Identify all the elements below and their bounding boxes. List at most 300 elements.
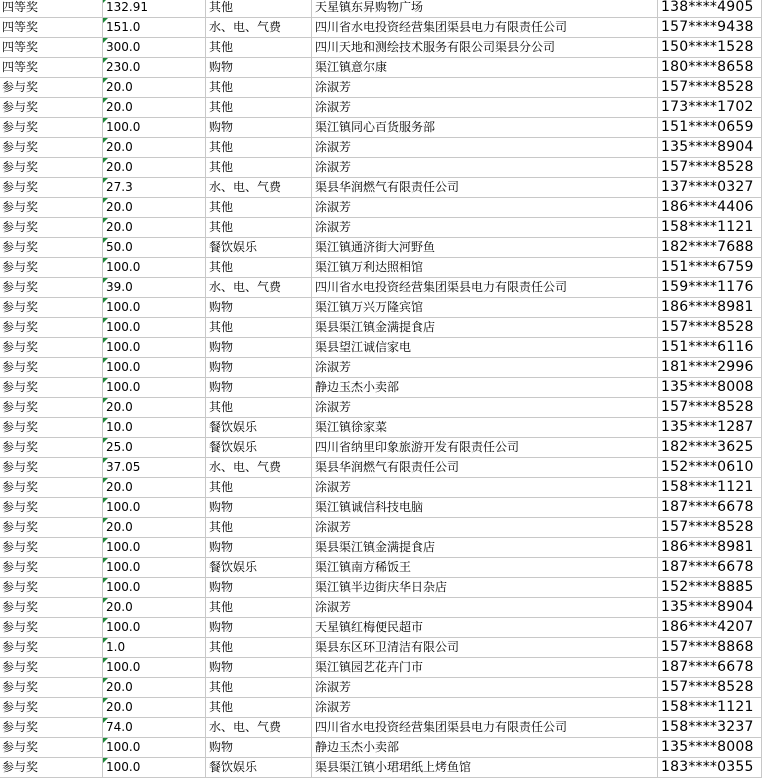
prize-cell[interactable]: 参与奖 [0,338,103,357]
phone-cell[interactable]: 157****8868 [658,638,762,657]
amount-value: 20.0 [106,400,133,414]
amount-value: 100.0 [106,740,141,754]
amount-value: 20.0 [106,200,133,214]
prize-cell[interactable]: 参与奖 [0,518,103,537]
phone-cell[interactable]: 157****8528 [658,158,762,177]
merchant-cell[interactable]: 涂淑芳 [312,678,658,697]
prize-cell[interactable]: 参与奖 [0,218,103,237]
prize-cell[interactable]: 参与奖 [0,178,103,197]
number-as-text-indicator [103,578,108,583]
amount-value: 132.91 [106,0,148,14]
amount-cell[interactable] [103,298,206,317]
category-cell[interactable]: 其他 [206,598,312,617]
phone-cell[interactable]: 157****8528 [658,318,762,337]
phone-cell[interactable]: 186****8981 [658,538,762,557]
category-cell[interactable]: 其他 [206,78,312,97]
table-row [0,638,762,658]
merchant-cell[interactable]: 涂淑芳 [312,518,658,537]
prize-cell[interactable]: 参与奖 [0,378,103,397]
phone-cell[interactable]: 157****9438 [658,18,762,37]
category-cell[interactable]: 购物 [206,578,312,597]
merchant-cell[interactable]: 渠江镇同心百货服务部 [312,118,658,137]
phone-cell[interactable]: 186****8981 [658,298,762,317]
prize-cell[interactable]: 参与奖 [0,638,103,657]
merchant-cell[interactable]: 渠县渠江镇小珺珺纸上烤鱼馆 [312,758,658,777]
merchant-cell[interactable]: 静边玉杰小卖部 [312,378,658,397]
prize-cell[interactable]: 参与奖 [0,358,103,377]
number-as-text-indicator [103,538,108,543]
prize-cell[interactable]: 参与奖 [0,498,103,517]
category-cell[interactable]: 购物 [206,358,312,377]
table-row [0,138,762,158]
phone-cell[interactable]: 180****8658 [658,58,762,77]
prize-cell[interactable]: 参与奖 [0,398,103,417]
amount-value: 39.0 [106,280,133,294]
phone-cell[interactable]: 158****1121 [658,478,762,497]
amount-cell[interactable] [103,118,206,137]
phone-cell[interactable]: 182****3625 [658,438,762,457]
number-as-text-indicator [103,358,108,363]
phone-cell[interactable]: 173****1702 [658,98,762,117]
amount-cell[interactable] [103,38,206,57]
table-row [0,118,762,138]
merchant-cell[interactable]: 渠县渠江镇金满提食店 [312,538,658,557]
amount-value: 20.0 [106,140,133,154]
amount-value: 100.0 [106,580,141,594]
number-as-text-indicator [103,338,108,343]
amount-cell[interactable] [103,418,206,437]
table-row [0,358,762,378]
amount-value: 20.0 [106,480,133,494]
amount-cell[interactable] [103,138,206,157]
merchant-cell[interactable]: 涂淑芳 [312,598,658,617]
merchant-cell[interactable]: 涂淑芳 [312,218,658,237]
table-row [0,0,762,18]
amount-value: 20.0 [106,100,133,114]
prize-cell[interactable]: 参与奖 [0,458,103,477]
category-cell[interactable]: 水、电、气费 [206,18,312,37]
number-as-text-indicator [103,58,108,63]
category-cell[interactable]: 其他 [206,398,312,417]
amount-cell[interactable] [103,538,206,557]
prize-cell[interactable]: 参与奖 [0,698,103,717]
amount-cell[interactable] [103,158,206,177]
merchant-cell[interactable]: 四川省水电投资经营集团渠县电力有限责任公司 [312,718,658,737]
number-as-text-indicator [103,598,108,603]
number-as-text-indicator [103,398,108,403]
amount-cell[interactable] [103,658,206,677]
category-cell[interactable]: 餐饮娱乐 [206,438,312,457]
amount-cell[interactable] [103,278,206,297]
table-row [0,338,762,358]
number-as-text-indicator [103,638,108,643]
prize-cell[interactable]: 参与奖 [0,98,103,117]
amount-cell[interactable] [103,478,206,497]
amount-value: 74.0 [106,720,133,734]
amount-cell[interactable] [103,678,206,697]
table-row [0,58,762,78]
phone-cell[interactable]: 135****1287 [658,418,762,437]
phone-cell[interactable]: 182****7688 [658,238,762,257]
merchant-cell[interactable]: 渠县东区环卫清洁有限公司 [312,638,658,657]
phone-cell[interactable]: 158****3237 [658,718,762,737]
table-row [0,658,762,678]
category-cell[interactable]: 其他 [206,38,312,57]
number-as-text-indicator [103,658,108,663]
merchant-cell[interactable]: 四川省水电投资经营集团渠县电力有限责任公司 [312,278,658,297]
number-as-text-indicator [103,0,108,3]
merchant-cell[interactable]: 四川天地和测绘技术服务有限公司渠县分公司 [312,38,658,57]
category-cell[interactable]: 购物 [206,298,312,317]
number-as-text-indicator [103,238,108,243]
prize-cell[interactable]: 参与奖 [0,678,103,697]
amount-value: 100.0 [106,320,141,334]
amount-value: 100.0 [106,260,141,274]
amount-value: 20.0 [106,520,133,534]
category-cell[interactable]: 其他 [206,218,312,237]
merchant-cell[interactable]: 渠县渠江镇金满提食店 [312,318,658,337]
amount-cell[interactable] [103,98,206,117]
amount-cell[interactable] [103,0,206,17]
category-cell[interactable]: 购物 [206,338,312,357]
category-cell[interactable]: 购物 [206,58,312,77]
amount-cell[interactable] [103,258,206,277]
amount-cell[interactable] [103,218,206,237]
merchant-cell[interactable]: 渠县华润燃气有限责任公司 [312,178,658,197]
phone-cell[interactable]: 183****0355 [658,758,762,777]
merchant-cell[interactable]: 渠县望江诚信家电 [312,338,658,357]
number-as-text-indicator [103,198,108,203]
category-cell[interactable]: 餐饮娱乐 [206,758,312,777]
table-row [0,578,762,598]
amount-cell[interactable] [103,738,206,757]
number-as-text-indicator [103,278,108,283]
phone-cell[interactable]: 186****4406 [658,198,762,217]
table-row [0,418,762,438]
amount-cell[interactable] [103,458,206,477]
number-as-text-indicator [103,418,108,423]
merchant-cell[interactable]: 四川省纳里印象旅游开发有限责任公司 [312,438,658,457]
prize-cell[interactable]: 四等奖 [0,18,103,37]
prize-cell[interactable]: 四等奖 [0,58,103,77]
prize-cell[interactable]: 参与奖 [0,558,103,577]
merchant-cell[interactable]: 渠江镇通济街大河野鱼 [312,238,658,257]
amount-value: 20.0 [106,160,133,174]
amount-cell[interactable] [103,558,206,577]
prize-cell[interactable]: 参与奖 [0,578,103,597]
table-row [0,218,762,238]
prize-cell[interactable]: 参与奖 [0,318,103,337]
table-row [0,258,762,278]
number-as-text-indicator [103,138,108,143]
number-as-text-indicator [103,38,108,43]
category-cell[interactable]: 其他 [206,678,312,697]
merchant-cell[interactable]: 渠江镇半边街庆华日杂店 [312,578,658,597]
amount-cell[interactable] [103,358,206,377]
amount-value: 100.0 [106,760,141,774]
table-row [0,538,762,558]
phone-cell[interactable]: 187****6678 [658,658,762,677]
number-as-text-indicator [103,178,108,183]
amount-cell[interactable] [103,178,206,197]
amount-value: 100.0 [106,560,141,574]
merchant-cell[interactable]: 涂淑芳 [312,158,658,177]
table-row [0,18,762,38]
amount-cell[interactable] [103,318,206,337]
amount-value: 37.05 [106,460,141,474]
amount-cell[interactable] [103,578,206,597]
amount-cell[interactable] [103,58,206,77]
number-as-text-indicator [103,118,108,123]
category-cell[interactable]: 水、电、气费 [206,458,312,477]
table-row [0,758,762,778]
number-as-text-indicator [103,218,108,223]
table-row [0,318,762,338]
category-cell[interactable]: 水、电、气费 [206,718,312,737]
amount-cell[interactable] [103,78,206,97]
category-cell[interactable]: 其他 [206,638,312,657]
number-as-text-indicator [103,98,108,103]
phone-cell[interactable]: 135****8904 [658,598,762,617]
table-row [0,378,762,398]
amount-cell[interactable] [103,758,206,777]
phone-cell[interactable]: 135****8904 [658,138,762,157]
category-cell[interactable]: 其他 [206,258,312,277]
amount-value: 100.0 [106,380,141,394]
phone-cell[interactable]: 157****8528 [658,518,762,537]
phone-cell[interactable]: 135****8008 [658,378,762,397]
table-row [0,38,762,58]
prize-cell[interactable]: 参与奖 [0,758,103,777]
amount-cell[interactable] [103,598,206,617]
amount-cell[interactable] [103,698,206,717]
table-row [0,198,762,218]
merchant-cell[interactable]: 涂淑芳 [312,478,658,497]
amount-cell[interactable] [103,518,206,537]
amount-value: 20.0 [106,700,133,714]
category-cell[interactable]: 餐饮娱乐 [206,558,312,577]
prize-cell[interactable]: 参与奖 [0,138,103,157]
phone-cell[interactable]: 157****8528 [658,78,762,97]
amount-cell[interactable] [103,438,206,457]
number-as-text-indicator [103,318,108,323]
merchant-cell[interactable]: 渠江镇诚信科技电脑 [312,498,658,517]
amount-cell[interactable] [103,638,206,657]
table-row [0,598,762,618]
table-row [0,278,762,298]
category-cell[interactable]: 购物 [206,118,312,137]
prize-cell[interactable]: 四等奖 [0,0,103,17]
phone-cell[interactable]: 158****1121 [658,698,762,717]
prize-cell[interactable]: 参与奖 [0,198,103,217]
amount-value: 27.3 [106,180,133,194]
merchant-cell[interactable]: 渠江镇南方稀饭王 [312,558,658,577]
table-row [0,98,762,118]
merchant-cell[interactable]: 涂淑芳 [312,698,658,717]
merchant-cell[interactable]: 涂淑芳 [312,98,658,117]
category-cell[interactable]: 购物 [206,378,312,397]
amount-value: 100.0 [106,500,141,514]
number-as-text-indicator [103,158,108,163]
amount-value: 151.0 [106,20,141,34]
prize-cell[interactable]: 参与奖 [0,618,103,637]
table-row [0,78,762,98]
category-cell[interactable]: 其他 [206,138,312,157]
prize-cell[interactable]: 参与奖 [0,438,103,457]
table-row [0,238,762,258]
category-cell[interactable]: 水、电、气费 [206,178,312,197]
table-row [0,498,762,518]
table-row [0,438,762,458]
phone-cell[interactable]: 157****8528 [658,678,762,697]
phone-cell[interactable]: 135****8008 [658,738,762,757]
phone-cell[interactable]: 187****6678 [658,498,762,517]
phone-cell[interactable]: 187****6678 [658,558,762,577]
number-as-text-indicator [103,558,108,563]
table-row [0,178,762,198]
amount-cell[interactable] [103,198,206,217]
amount-value: 1.0 [106,640,126,654]
phone-cell[interactable]: 151****6759 [658,258,762,277]
amount-value: 50.0 [106,240,133,254]
prize-cell[interactable]: 参与奖 [0,298,103,317]
phone-cell[interactable]: 186****4207 [658,618,762,637]
number-as-text-indicator [103,378,108,383]
prize-cell[interactable]: 参与奖 [0,78,103,97]
prize-cell[interactable]: 参与奖 [0,118,103,137]
prize-cell[interactable]: 参与奖 [0,258,103,277]
category-cell[interactable]: 其他 [206,0,312,17]
prize-cell[interactable]: 参与奖 [0,718,103,737]
phone-cell[interactable]: 151****0659 [658,118,762,137]
merchant-cell[interactable]: 涂淑芳 [312,198,658,217]
amount-value: 100.0 [106,120,141,134]
phone-cell[interactable]: 152****8885 [658,578,762,597]
number-as-text-indicator [103,498,108,503]
merchant-cell[interactable]: 天星镇红梅便民超市 [312,618,658,637]
category-cell[interactable]: 购物 [206,658,312,677]
category-cell[interactable]: 购物 [206,738,312,757]
category-cell[interactable]: 其他 [206,158,312,177]
prize-cell[interactable]: 参与奖 [0,478,103,497]
number-as-text-indicator [103,18,108,23]
prize-cell[interactable]: 参与奖 [0,158,103,177]
merchant-cell[interactable]: 渠江镇徐家菜 [312,418,658,437]
amount-value: 100.0 [106,340,141,354]
table-row [0,518,762,538]
category-cell[interactable]: 其他 [206,518,312,537]
table-row [0,738,762,758]
merchant-cell[interactable]: 涂淑芳 [312,358,658,377]
amount-cell[interactable] [103,338,206,357]
amount-value: 20.0 [106,80,133,94]
table-row [0,718,762,738]
category-cell[interactable]: 购物 [206,618,312,637]
category-cell[interactable]: 其他 [206,98,312,117]
table-row [0,558,762,578]
phone-cell[interactable]: 157****8528 [658,398,762,417]
category-cell[interactable]: 其他 [206,318,312,337]
merchant-cell[interactable]: 渠县华润燃气有限责任公司 [312,458,658,477]
number-as-text-indicator [103,738,108,743]
table-row [0,618,762,638]
category-cell[interactable]: 其他 [206,198,312,217]
table-row [0,678,762,698]
prize-cell[interactable]: 参与奖 [0,738,103,757]
number-as-text-indicator [103,298,108,303]
merchant-cell[interactable]: 涂淑芳 [312,78,658,97]
prize-cell[interactable]: 参与奖 [0,278,103,297]
prize-cell[interactable]: 参与奖 [0,238,103,257]
prize-cell[interactable]: 参与奖 [0,598,103,617]
phone-cell[interactable]: 181****2996 [658,358,762,377]
phone-cell[interactable]: 137****0327 [658,178,762,197]
category-cell[interactable]: 其他 [206,698,312,717]
amount-cell[interactable] [103,378,206,397]
number-as-text-indicator [103,758,108,763]
number-as-text-indicator [103,478,108,483]
number-as-text-indicator [103,258,108,263]
table-row [0,158,762,178]
table-row [0,698,762,718]
amount-cell[interactable] [103,398,206,417]
prize-cell[interactable]: 参与奖 [0,538,103,557]
amount-value: 100.0 [106,540,141,554]
amount-value: 100.0 [106,300,141,314]
amount-cell[interactable] [103,18,206,37]
category-cell[interactable]: 其他 [206,478,312,497]
table-row [0,298,762,318]
amount-cell[interactable] [103,718,206,737]
phone-cell[interactable]: 151****6116 [658,338,762,357]
merchant-cell[interactable]: 渠江镇万兴万隆宾馆 [312,298,658,317]
number-as-text-indicator [103,678,108,683]
phone-cell[interactable]: 158****1121 [658,218,762,237]
number-as-text-indicator [103,518,108,523]
category-cell[interactable]: 水、电、气费 [206,278,312,297]
amount-cell[interactable] [103,498,206,517]
category-cell[interactable]: 购物 [206,538,312,557]
category-cell[interactable]: 餐饮娱乐 [206,418,312,437]
number-as-text-indicator [103,618,108,623]
table-row [0,458,762,478]
phone-cell[interactable]: 138****4905 [658,0,762,17]
prize-cell[interactable]: 四等奖 [0,38,103,57]
phone-cell[interactable]: 152****0610 [658,458,762,477]
number-as-text-indicator [103,438,108,443]
phone-cell[interactable]: 159****1176 [658,278,762,297]
amount-cell[interactable] [103,238,206,257]
merchant-cell[interactable]: 涂淑芳 [312,138,658,157]
phone-cell[interactable]: 150****1528 [658,38,762,57]
table-row [0,478,762,498]
merchant-cell[interactable]: 渠江镇意尔康 [312,58,658,77]
merchant-cell[interactable]: 涂淑芳 [312,398,658,417]
prize-cell[interactable]: 参与奖 [0,418,103,437]
amount-value: 20.0 [106,600,133,614]
amount-value: 10.0 [106,420,133,434]
prize-cell[interactable]: 参与奖 [0,658,103,677]
merchant-cell[interactable]: 渠江镇园艺花卉门市 [312,658,658,677]
merchant-cell[interactable]: 天星镇东昇购物广场 [312,0,658,17]
merchant-cell[interactable]: 静边玉杰小卖部 [312,738,658,757]
merchant-cell[interactable]: 四川省水电投资经营集团渠县电力有限责任公司 [312,18,658,37]
merchant-cell[interactable]: 渠江镇万利达照相馆 [312,258,658,277]
category-cell[interactable]: 餐饮娱乐 [206,238,312,257]
number-as-text-indicator [103,78,108,83]
category-cell[interactable]: 购物 [206,498,312,517]
amount-cell[interactable] [103,618,206,637]
